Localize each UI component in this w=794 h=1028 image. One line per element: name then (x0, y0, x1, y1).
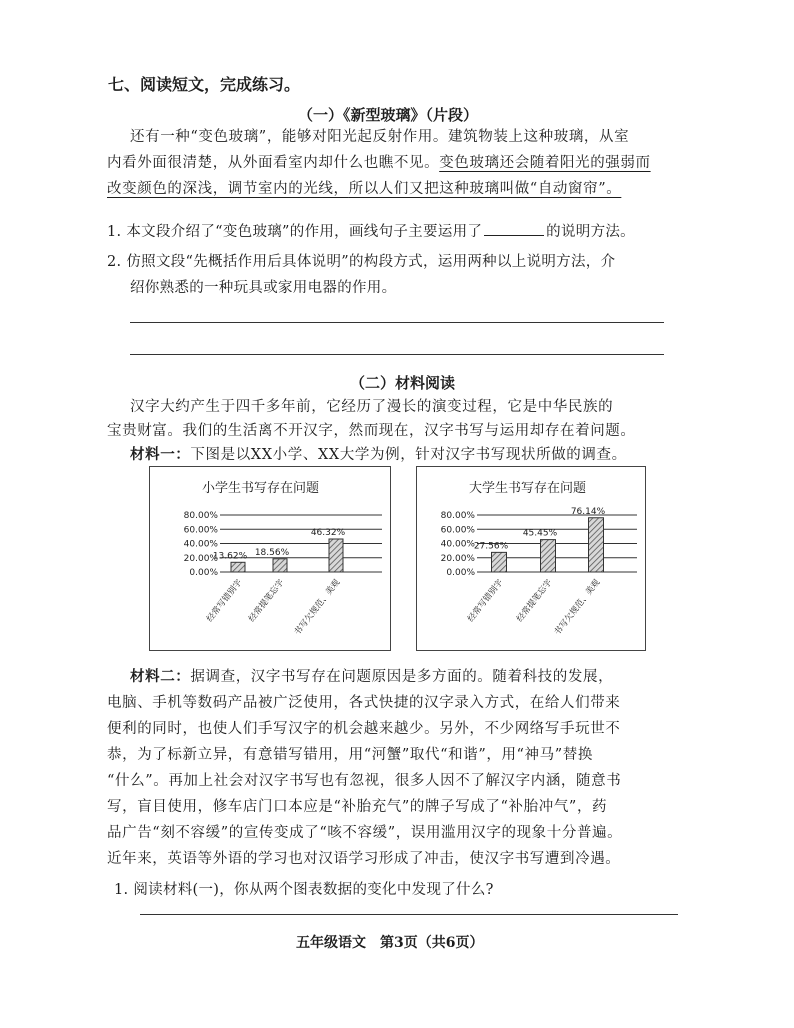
material-1-line (130, 442, 627, 468)
y-tick-label: 0.00% (189, 568, 218, 578)
question-1 (107, 220, 635, 241)
question-text: 的说明方法。 (546, 224, 635, 240)
bar (329, 539, 343, 572)
answer-line[interactable] (130, 354, 664, 355)
data-label: 13.62% (212, 551, 248, 562)
passage-line-1: 还有一种“变色玻璃”，能够对阳光起反射作用。建筑物装上这种玻璃，从室 (130, 129, 630, 145)
category-label: 经常提笔忘字 (515, 577, 555, 625)
material-2-label: 材料二： (130, 668, 191, 685)
category-label: 经常提笔忘字 (247, 577, 287, 625)
material-1-text: 下图是以XX小学、XX大学为例，针对汉字书写现状所做的调查。 (190, 447, 627, 463)
data-label: 46.32% (310, 527, 346, 538)
y-tick-label: 40.00% (440, 539, 475, 550)
material-2-line-1 (130, 664, 613, 690)
material-2-line: 便利的同时，也使人们手写汉字的机会越来越少。另外，不少网络写手玩世不 (107, 721, 621, 737)
question-2-line-1: 2. 仿照文段“先概括作用后具体说明”的构段方式，运用两种以上说明方法，介 (107, 254, 616, 270)
intro-line-2: 宝贵财富。我们的生活离不开汉字，然而现在，汉字书写与运用却存在着问题。 (107, 423, 636, 439)
chart-title: 大学生书写存在问题 (469, 481, 587, 496)
category-label: 经常写错别字 (205, 577, 245, 625)
underlined-sentence: 改变颜色的深浅，调节室内的光线， (107, 181, 349, 197)
data-label: 18.56% (254, 547, 290, 558)
material-2-line: 品广告“刻不容缓”的宣传变成了“咳不容缓”，误用滥用汉字的现象十分普遍。 (107, 825, 623, 841)
y-tick-label: 0.00% (446, 568, 475, 578)
passage-line-2 (107, 150, 651, 176)
y-tick-label: 20.00% (183, 553, 218, 564)
material-2-line: “什么”。再加上社会对汉字书写也有忽视，很多人因不了解汉字内涵，随意书 (107, 773, 622, 789)
section-heading: 七、阅读短文，完成练习。 (108, 75, 301, 94)
intro-line-1: 汉字大约产生于四千多年前，它经历了漫长的演变过程，它是中华民族的 (130, 399, 614, 415)
question-part2-1: 1. 阅读材料(一)，你从两个图表数据的变化中发现了什么? (114, 882, 494, 898)
category-label: 书写欠规范、美观 (292, 577, 343, 638)
y-tick-label: 80.00% (183, 511, 218, 521)
bar (589, 518, 604, 572)
underlined-sentence: 所以人们又把这种玻璃叫做“自动窗帘”。 (348, 181, 622, 197)
data-label: 27.56% (473, 541, 509, 552)
bar (231, 562, 245, 572)
y-tick-label: 60.00% (183, 525, 218, 536)
question-2-line-2: 绍你熟悉的一种玩具或家用电器的作用。 (130, 280, 397, 296)
question-text: 1. 本文段介绍了“变色玻璃”的作用，画线句子主要运用了 (107, 224, 483, 240)
part1-title: （一）《新型玻璃》（片段） (298, 106, 479, 124)
chart-university (416, 466, 646, 651)
passage-text: 内看外面很清楚，从外面看室内却什么也瞧不见。 (107, 155, 440, 171)
data-label: 45.45% (522, 528, 558, 539)
y-tick-label: 20.00% (440, 553, 475, 564)
underlined-sentence: 变色玻璃还会随着阳光的强弱而 (439, 155, 651, 171)
data-label: 76.14% (570, 506, 606, 517)
y-tick-label: 80.00% (440, 511, 475, 521)
y-tick-label: 40.00% (183, 539, 218, 550)
material-2-line: 近年来，英语等外语的学习也对汉语学习形成了冲击，使汉字书写遭到冷遇。 (107, 851, 621, 867)
material-1-label: 材料一： (130, 446, 191, 463)
material-2-text: 据调查，汉字书写存在问题原因是多方面的。随着科技的发展， (190, 669, 614, 685)
bar (541, 540, 556, 572)
bar (492, 552, 507, 572)
category-label: 书写欠规范、美观 (552, 577, 603, 638)
passage-line-3 (107, 176, 621, 202)
chart-title: 小学生书写存在问题 (202, 481, 320, 496)
answer-line[interactable] (140, 914, 678, 915)
chart-svg (150, 467, 390, 650)
bar (273, 559, 287, 572)
material-2-line: 写，盲目使用，修车店门口本应是“补胎充气”的牌子写成了“补胎冲气”，药 (107, 799, 608, 815)
category-label: 经常写错别字 (466, 577, 506, 625)
answer-line[interactable] (130, 322, 664, 323)
part2-title: （二）材料阅读 (350, 374, 456, 392)
chart-primary-school (149, 466, 391, 651)
page-footer: 五年级语文 第3页（共6页） (296, 935, 484, 951)
answer-blank[interactable] (484, 221, 544, 236)
chart-svg (417, 467, 645, 650)
y-tick-label: 60.00% (440, 525, 475, 536)
material-2-line: 电脑、手机等数码产品被广泛使用，各式快捷的汉字录入方式，在给人们带来 (107, 695, 621, 711)
material-2-line: 恭，为了标新立异，有意错写错用，用“河蟹”取代“和谐”，用“神马”替换 (107, 747, 593, 763)
